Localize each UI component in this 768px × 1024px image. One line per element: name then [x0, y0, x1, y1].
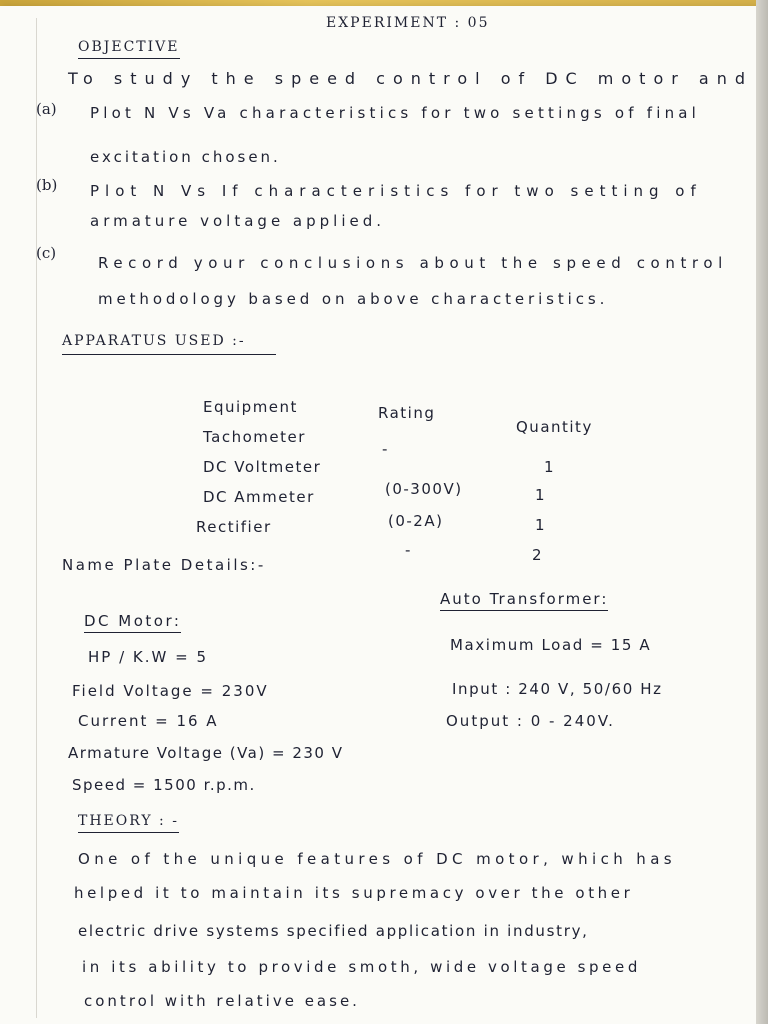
item-b-line2: armature voltage applied.: [90, 212, 386, 230]
col-header-quantity: Quantity: [516, 418, 593, 436]
row-1-quantity: 1: [544, 458, 556, 476]
row-4-equipment: Rectifier: [196, 518, 272, 536]
item-a-marker: (a): [36, 100, 57, 118]
theory-line-3: electric drive systems specified application in industry,: [78, 922, 589, 940]
theory-line-4: in its ability to provide smoth, wide voltage speed: [82, 958, 641, 976]
col-header-equipment: Equipment: [203, 398, 298, 416]
objective-intro: To study the speed control of DC motor and: [68, 69, 753, 88]
item-b-marker: (b): [36, 176, 58, 194]
transformer-max-load: Maximum Load = 15 A: [450, 636, 652, 654]
motor-speed: Speed = 1500 r.p.m.: [72, 776, 256, 794]
col-header-rating: Rating: [378, 404, 436, 422]
item-c-line1: Record your conclusions about the speed control: [98, 254, 728, 272]
motor-field-voltage: Field Voltage = 230V: [72, 682, 269, 700]
item-a-line1: Plot N Vs Va characteristics for two settings of final: [90, 104, 701, 122]
page-right-edge: [756, 0, 768, 1024]
auto-transformer-heading: Auto Transformer:: [440, 590, 608, 611]
page-margin-line: [36, 18, 37, 1018]
transformer-input: Input : 240 V, 50/60 Hz: [452, 680, 663, 698]
motor-current: Current = 16 A: [78, 712, 219, 730]
item-a-line2: excitation chosen.: [90, 148, 281, 166]
row-1-equipment: Tachometer: [203, 428, 306, 446]
row-3-equipment: DC Ammeter: [203, 488, 315, 506]
item-b-line1: Plot N Vs If characteristics for two setting of: [90, 182, 702, 200]
nameplate-heading: Name Plate Details:-: [62, 556, 266, 574]
theory-line-1: One of the unique features of DC motor, which has: [78, 850, 677, 868]
row-2-quantity: 1: [535, 486, 547, 504]
item-c-marker: (c): [36, 244, 57, 262]
motor-armature-voltage: Armature Voltage (Va) = 230 V: [68, 744, 344, 762]
dc-motor-heading: DC Motor:: [84, 612, 181, 633]
row-4-quantity: 2: [532, 546, 544, 564]
row-4-rating: -: [405, 541, 412, 559]
row-2-rating: (0-300V): [385, 480, 463, 498]
row-2-equipment: DC Voltmeter: [203, 458, 322, 476]
experiment-title: EXPERIMENT : 05: [326, 15, 490, 31]
motor-hp: HP / K.W = 5: [88, 648, 208, 666]
apparatus-heading: APPARATUS USED :-: [62, 332, 276, 355]
theory-line-2: helped it to maintain its supremacy over the other: [74, 884, 634, 902]
row-1-rating: -: [382, 440, 389, 458]
item-c-line2: methodology based on above characteristics.: [98, 290, 609, 308]
objective-heading: OBJECTIVE: [78, 38, 180, 59]
theory-heading: THEORY : -: [78, 812, 179, 833]
transformer-output: Output : 0 - 240V.: [446, 712, 615, 730]
theory-line-5: control with relative ease.: [84, 992, 360, 1010]
row-3-rating: (0-2A): [388, 512, 444, 530]
row-3-quantity: 1: [535, 516, 547, 534]
